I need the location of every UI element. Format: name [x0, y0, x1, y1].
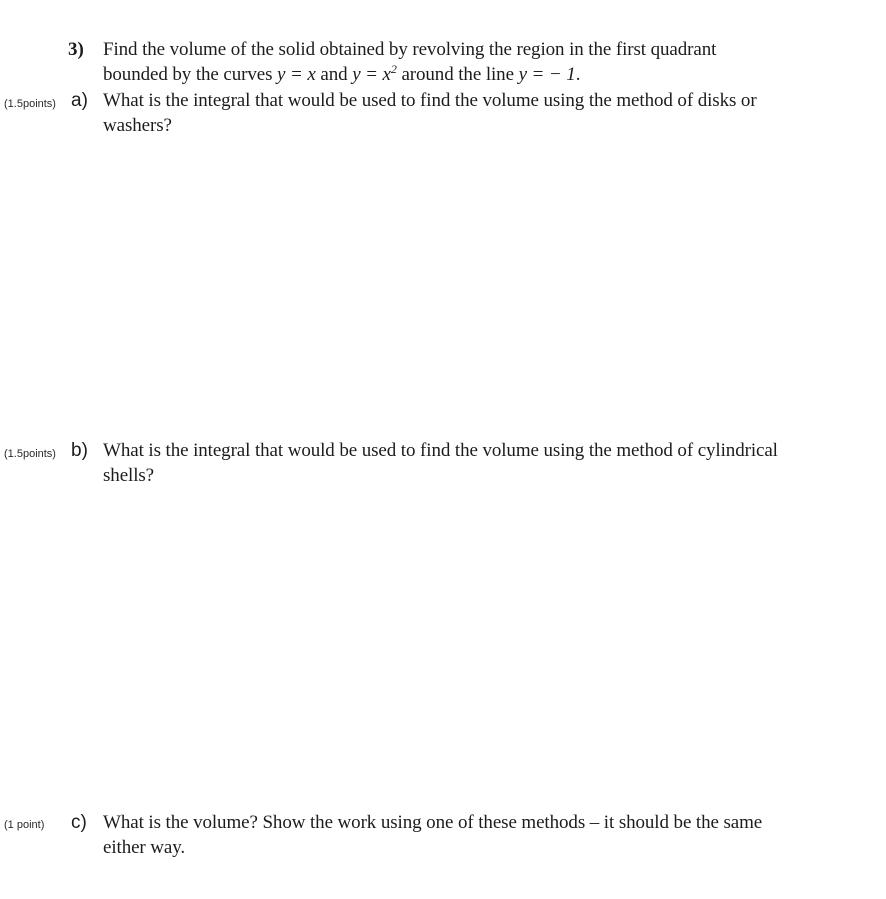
part-b-answer-area[interactable]: [100, 495, 840, 790]
question-text-end: .: [575, 64, 581, 85]
part-b-text-line-2: shells?: [103, 465, 155, 486]
part-a-answer-area[interactable]: [100, 145, 840, 430]
part-c-text-line-2: either way.: [103, 837, 186, 858]
part-b-points: (1.5points): [4, 448, 56, 460]
part-c-label: c): [71, 812, 87, 833]
part-a-points: (1.5points): [4, 98, 56, 110]
part-a-label: a): [71, 90, 88, 111]
equation-line: y = x: [277, 64, 316, 85]
question-text-pre: bounded by the curves: [103, 64, 278, 85]
part-b-text-line-1: What is the integral that would be used to find the volume using the method of cylindrical: [103, 440, 778, 461]
part-c-points: (1 point): [4, 819, 45, 831]
question-number: 3): [68, 39, 84, 60]
part-a-text-line-2: washers?: [103, 115, 172, 136]
question-text-mid: around the line: [396, 64, 519, 85]
question-text-line-2: [103, 63, 580, 87]
equation-parabola-base: y = x: [352, 64, 391, 85]
part-b-label: b): [71, 440, 88, 461]
question-text-line-1: Find the volume of the solid obtained by revolving the region in the first quadrant: [103, 39, 717, 60]
equation-axis: y = − 1: [518, 64, 576, 85]
equation-parabola-exponent: 2: [390, 62, 397, 76]
question-text-and: and: [315, 64, 353, 85]
part-a-text-line-1: What is the integral that would be used to find the volume using the method of disks or: [103, 90, 757, 111]
equation-parabola: [352, 64, 397, 85]
part-c-text-line-1: What is the volume? Show the work using one of these methods – it should be the same: [103, 812, 763, 833]
